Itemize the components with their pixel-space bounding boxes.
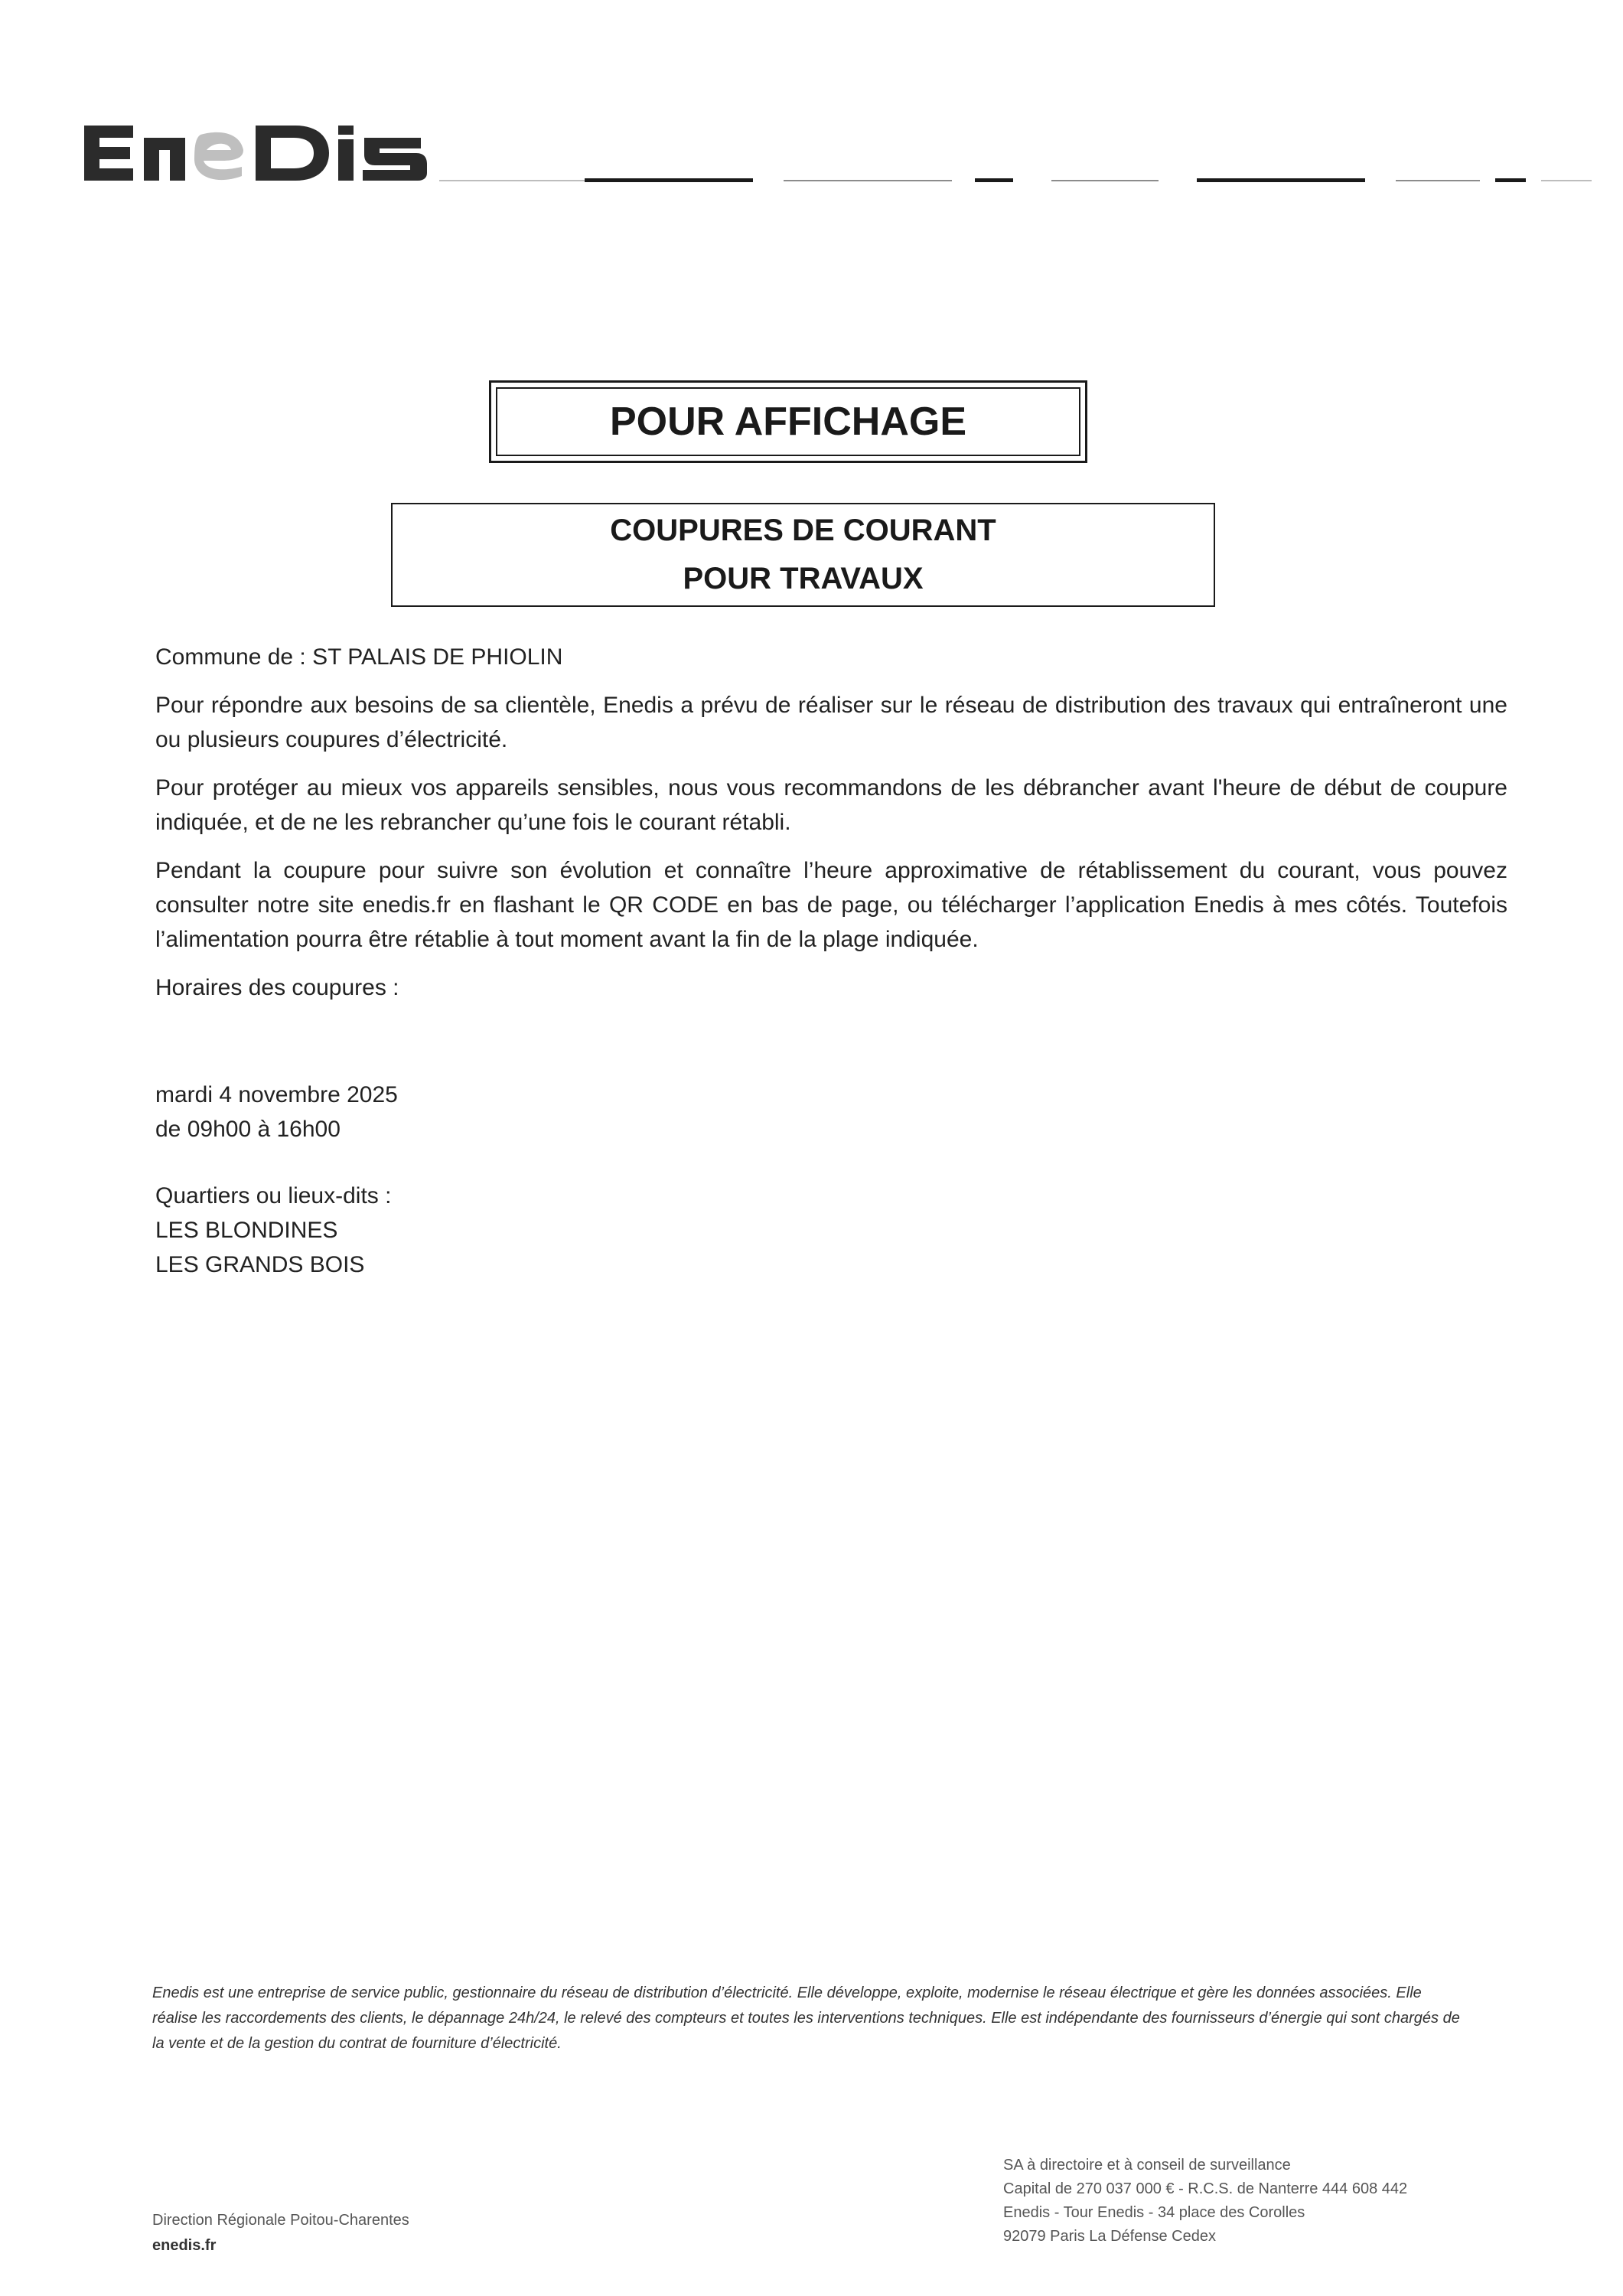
company-line: 92079 Paris La Défense Cedex	[1003, 2228, 1216, 2245]
paragraph-intro: Pour répondre aux besoins de sa clientèle, Enedis a prévu de réaliser sur le réseau de distribution des travaux qui entraîneront une ou plusieurs coupures d’électricité.	[155, 693, 1507, 752]
coupures-title-box	[391, 503, 1215, 607]
affected-places	[155, 1179, 391, 1282]
direction-name: Direction Régionale Poitou-Charentes	[152, 2212, 409, 2229]
schedule-label: Horaires des coupures :	[155, 975, 399, 1000]
footer-direction	[152, 2208, 409, 2258]
paragraph-follow-up: Pendant la coupure pour suivre son évolution et connaître l’heure approximative de rétablissement du courant, vous pouvez consulter notre site enedis.fr en flashant le QR CODE en bas de page, ou télécharger l’application Enedis à mes côtés. Toutefois l’alimentation pourra être rétablie à tout moment avant la fin de la plage indiquée.	[155, 858, 1507, 952]
outage-date: mardi 4 novembre 2025	[155, 1082, 398, 1107]
website-link[interactable]: enedis.fr	[152, 2237, 217, 2254]
place-item: LES BLONDINES	[155, 1218, 338, 1243]
notice-body	[155, 640, 1507, 1019]
legal-notice: Enedis est une entreprise de service public, gestionnaire du réseau de distribution d’électricité. Elle développe, exploite, modernise le réseau électrique et gère les données associées. Elle réalise les raccordements des clients, le dépannage 24h/24, le relevé des compteurs et toutes les interventions techniques. Elle est indépendante des fournisseurs d’énergie qui sont chargés de la vente et de la gestion du contrat de fourniture d’électricité.	[152, 1985, 1460, 2052]
place-item: LES GRANDS BOIS	[155, 1252, 365, 1277]
subbanner-line-1: COUPURES DE COURANT	[610, 514, 996, 547]
company-line: SA à directoire et à conseil de surveillance	[1003, 2157, 1291, 2174]
banner-title: POUR AFFICHAGE	[496, 387, 1080, 456]
company-line: Capital de 270 037 000 € - R.C.S. de Nanterre 444 608 442	[1003, 2180, 1408, 2197]
outage-schedule	[155, 1078, 398, 1146]
places-label: Quartiers ou lieux-dits :	[155, 1183, 392, 1208]
commune-line: Commune de : ST PALAIS DE PHIOLIN	[155, 644, 563, 670]
subbanner-line-2: POUR TRAVAUX	[683, 562, 924, 595]
outage-time: de 09h00 à 16h00	[155, 1117, 341, 1142]
paragraph-protection: Pour protéger au mieux vos appareils sensibles, nous vous recommandons de les débrancher avant l'heure de début de coupure indiquée, et de ne les rebrancher qu’une fois le courant rétabli.	[155, 775, 1507, 835]
enedis-logo	[80, 115, 432, 191]
footer-company-info	[1003, 2154, 1407, 2249]
company-line: Enedis - Tour Enedis - 34 place des Corolles	[1003, 2204, 1305, 2221]
header-rule	[439, 178, 1592, 184]
pour-affichage-banner	[489, 380, 1087, 463]
